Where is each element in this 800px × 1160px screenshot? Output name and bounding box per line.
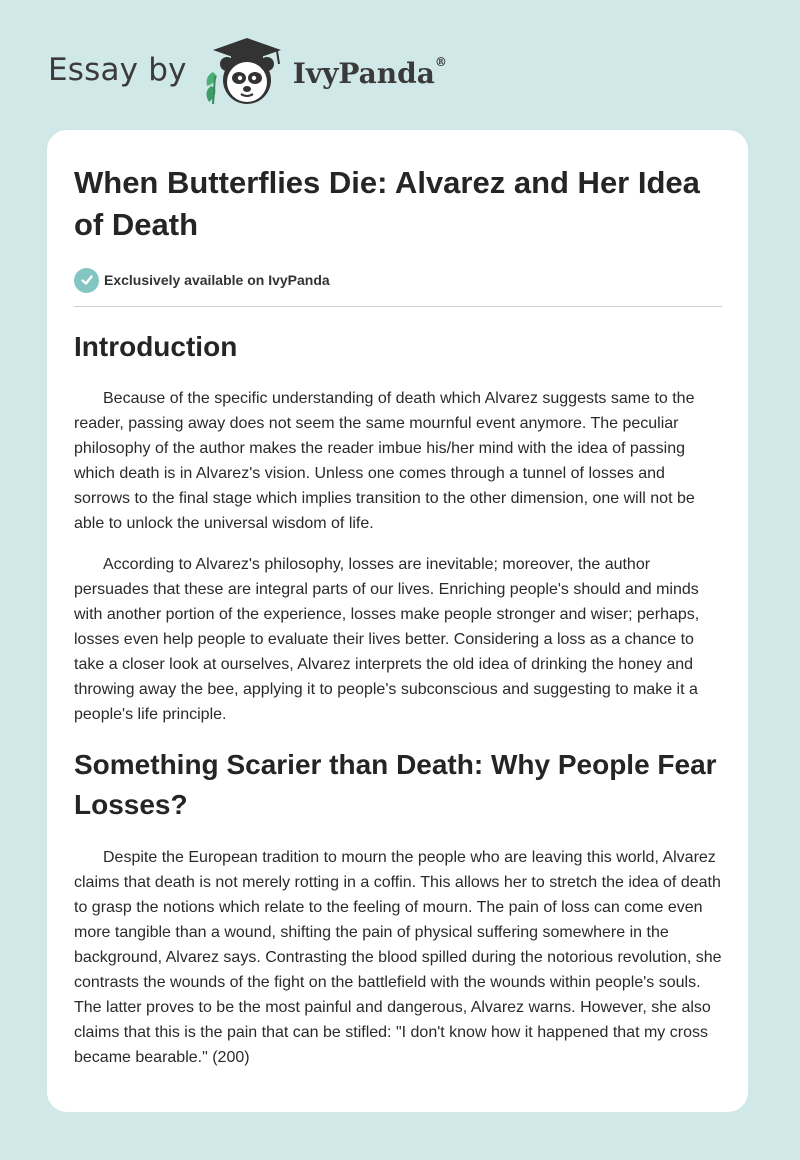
article-title: When Butterflies Die: Alvarez and Her Idea of Death bbox=[74, 165, 700, 242]
article-body bbox=[74, 162, 722, 1070]
section-heading-losses: Something Scarier than Death: Why People Fear Losses? bbox=[74, 749, 717, 820]
article-card bbox=[47, 130, 748, 1112]
ivy-leaf-icon bbox=[206, 72, 217, 104]
section-heading-introduction: Introduction bbox=[74, 331, 238, 362]
paragraph: According to Alvarez's philosophy, losses are inevitable; moreover, the author persuades that these are integral parts of our lives. Enriching people's should and minds with another portion of the experience, losses make people stronger and wiser; perhaps, losses even help people to evaluate their lives better. Considering a loss as a chance to take a closer look at ourselves, Alvarez interprets the old idea of drinking the honey and throwing away the bee, applying it to people's subconscious and suggesting to make it a people's life principle. bbox=[74, 556, 700, 723]
brand-name[interactable]: IvyPanda® bbox=[292, 54, 447, 90]
exclusive-badge-label: Exclusively available on IvyPanda bbox=[104, 272, 330, 288]
checkmark-icon bbox=[74, 268, 99, 293]
registered-mark: ® bbox=[434, 54, 447, 69]
exclusive-badge bbox=[74, 267, 722, 293]
title-divider bbox=[74, 306, 722, 307]
panda-graduate-logo-icon[interactable] bbox=[199, 32, 291, 108]
paragraph: Because of the specific understanding of death which Alvarez suggests same to the reader, passing away does not seem the same mournful event anymore. The peculiar philosophy of the author makes the reader imbue his/her mind with the idea of passing which death is in Alvarez's vision. Unless one comes through a tunnel of losses and sorrows to the final stage which implies transition to the other dimension, one will not be able to unlock the universal wisdom of life. bbox=[74, 390, 695, 532]
essay-by-label: Essay by bbox=[48, 52, 187, 88]
site-header bbox=[48, 30, 752, 110]
paragraph: Despite the European tradition to mourn the people who are leaving this world, Alvarez claims that death is not merely rotting in a coffin. This allows her to stretch the idea of death to grasp the notions which relate to the feeling of mourn. The pain of loss can come even more tangible than a wound, shifting the pain of physical suffering somewhere in the background, Alvarez says. Contrasting the blood spilled during the notorious revolution, she contrasts the wounds of the fight on the battlefield with the wounds within people's souls. The latter proves to be the most painful and dangerous, Alvarez warns. However, she also claims that this is the pain that can be stifled: "I don't know how it happened that my cross became bearable." (200) bbox=[74, 849, 722, 1066]
